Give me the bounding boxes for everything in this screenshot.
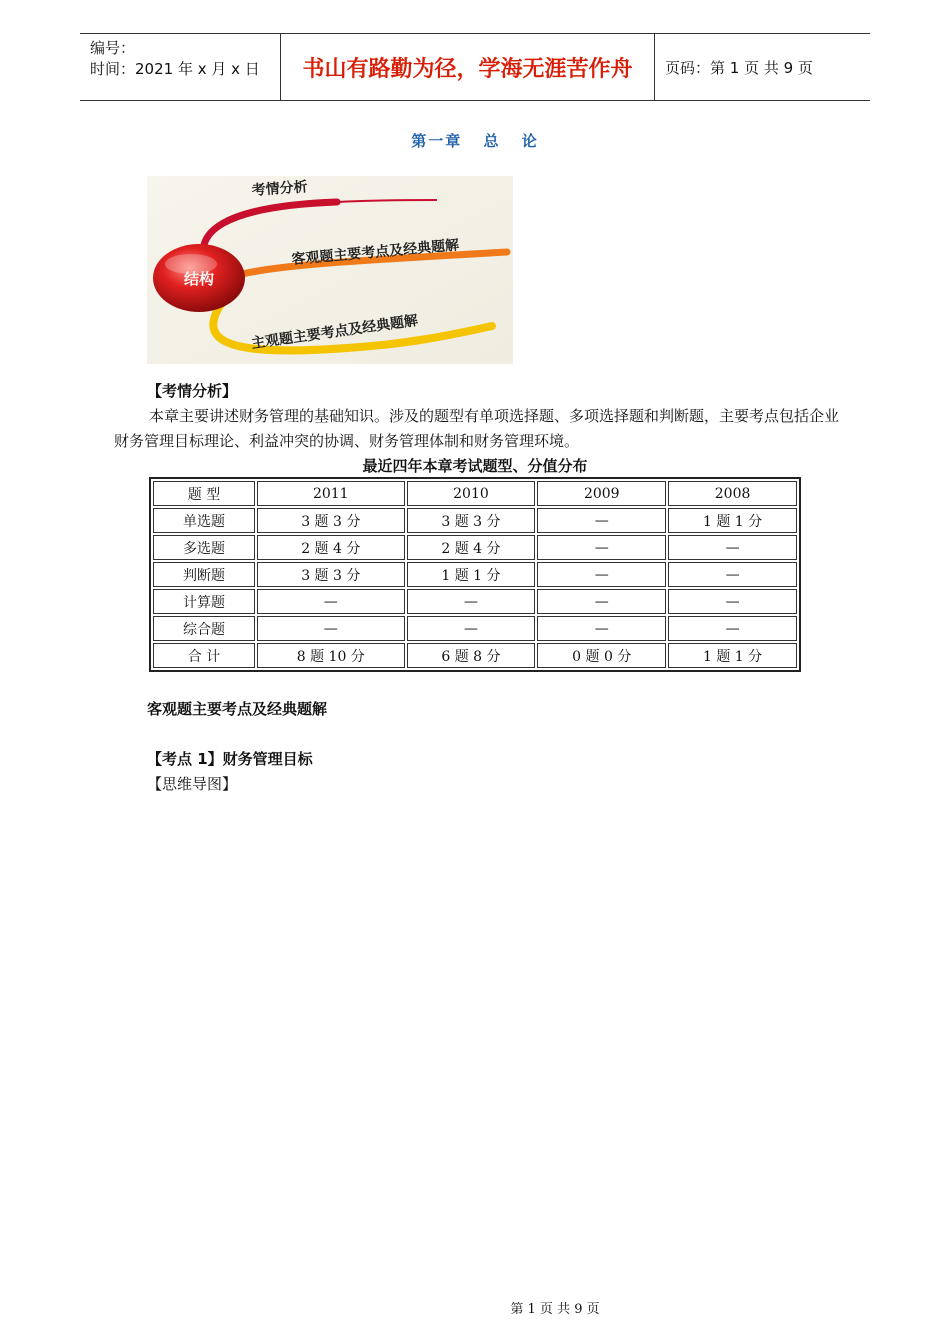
page-header [80,33,870,101]
table-row [153,535,797,560]
table-cell: — [668,535,797,560]
table-cell: — [537,589,666,614]
table-cell: 合 计 [153,643,255,668]
table-header-cell: 2010 [407,481,536,506]
table-cell: 3 题 3 分 [257,562,405,587]
header-meta [80,34,281,100]
branch-label-top: 考情分析 [251,179,309,199]
time-label: 时间：2021 年 x 月 x 日 [90,60,260,78]
table-total-row [153,643,797,668]
table-header-cell: 2011 [257,481,405,506]
table-cell: 8 题 10 分 [257,643,405,668]
table-cell: 计算题 [153,589,255,614]
table-cell: 多选题 [153,535,255,560]
header-page-info: 页码：第 1 页 共 9 页 [665,58,813,77]
table-header-cell: 2008 [668,481,797,506]
table-cell: 单选题 [153,508,255,533]
table-caption: 最近四年本章考试题型、分值分布 [362,457,588,475]
table-cell: 1 题 1 分 [668,508,797,533]
table-cell: 2 题 4 分 [257,535,405,560]
table-row [153,508,797,533]
table-cell: 0 题 0 分 [537,643,666,668]
table-cell: 6 题 8 分 [407,643,536,668]
table-cell: — [668,616,797,641]
branch-label-middle: 客观题主要考点及经典题解 [290,237,460,268]
table-cell: 3 题 3 分 [257,508,405,533]
header-motto: 书山有路勤为径，学海无涯苦作舟 [281,34,655,100]
kaodian-heading: 【考点 1】财务管理目标 [147,750,313,768]
table-cell: 2 题 4 分 [407,535,536,560]
table-cell: — [537,508,666,533]
section-heading-analysis: 【考情分析】 [147,382,238,400]
branch-label-bottom: 主观题主要考点及经典题解 [250,312,419,352]
analysis-paragraph: 本章主要讲述财务管理的基础知识。涉及的题型有单项选择题、多项选择题和判断题，主要考点包括企业财务管理目标理论、利益冲突的协调、财务管理体制和财务管理环境。 [114,407,840,450]
table-cell: — [668,589,797,614]
number-label: 编号： [90,39,136,57]
chapter-title: 第一章 总 论 [411,132,539,150]
table-cell: — [537,535,666,560]
structure-diagram [147,176,513,364]
table-header-cell: 2009 [537,481,666,506]
table-cell: — [257,616,405,641]
section-heading-objective: 客观题主要考点及经典题解 [147,700,328,718]
table-cell: — [668,562,797,587]
table-cell: — [257,589,405,614]
table-cell: 综合题 [153,616,255,641]
table-cell: — [407,616,536,641]
page-footer: 第 1 页 共 9 页 [510,1302,600,1317]
score-distribution-table [149,477,801,672]
table-cell: 1 题 1 分 [407,562,536,587]
table-cell: — [537,562,666,587]
table-row [153,616,797,641]
table-cell: — [407,589,536,614]
table-cell: 判断题 [153,562,255,587]
table-cell: 1 题 1 分 [668,643,797,668]
center-label: 结构 [183,270,215,288]
table-header-row [153,481,797,506]
table-cell: — [537,616,666,641]
table-cell: 3 题 3 分 [407,508,536,533]
table-row [153,562,797,587]
table-row [153,589,797,614]
table-header-cell: 题 型 [153,481,255,506]
mindmap-label: 【思维导图】 [147,775,238,793]
